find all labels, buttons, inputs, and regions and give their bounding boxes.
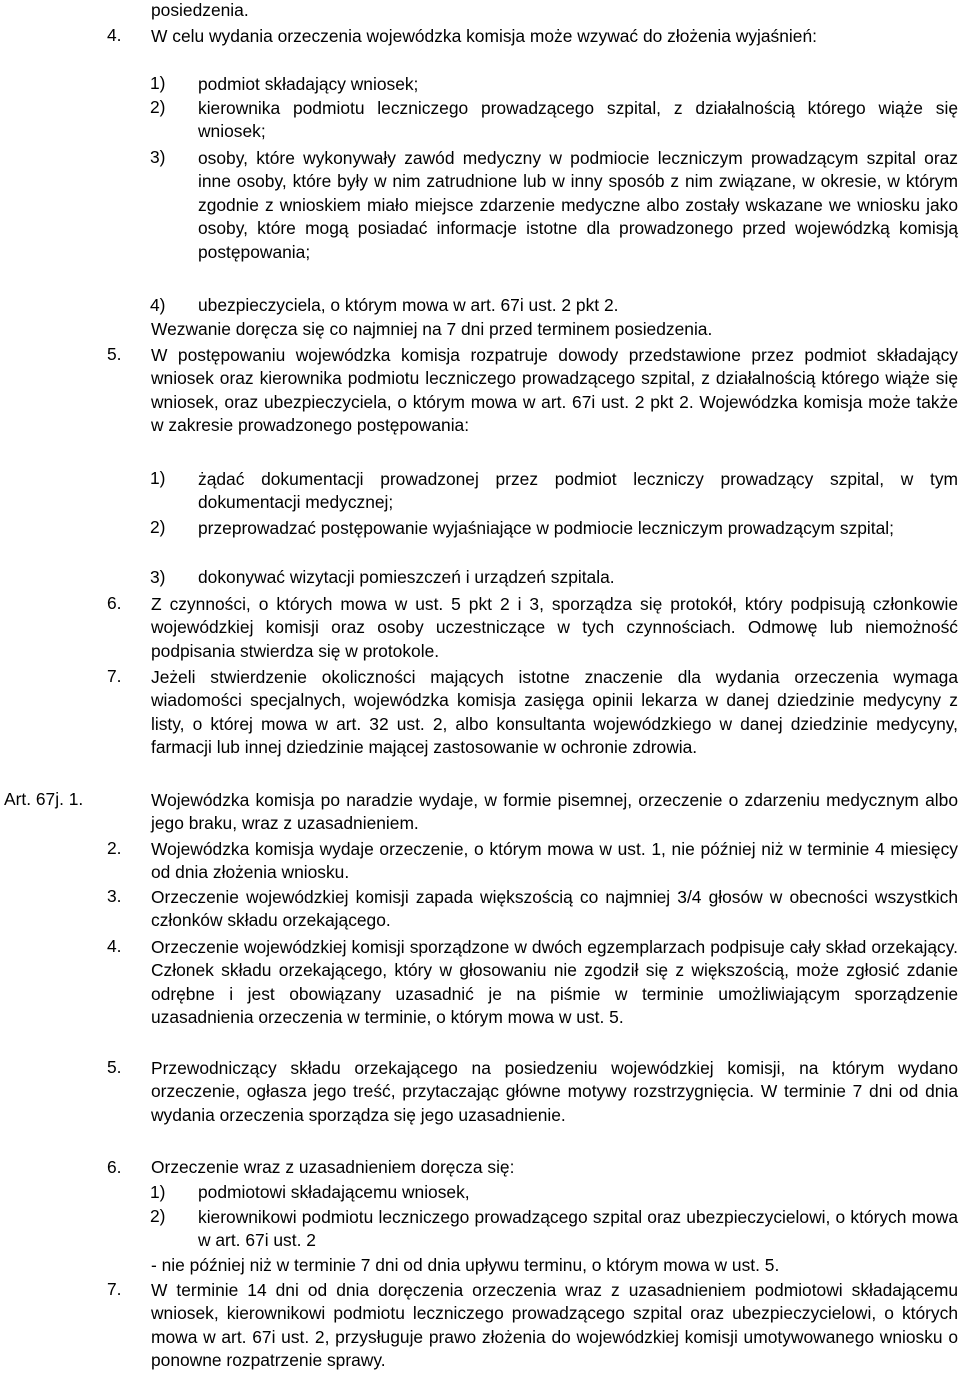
article-number-5: 5. — [107, 1057, 122, 1077]
article-2-text: Wojewódzka komisja wydaje orzeczenie, o którym mowa w ust. 1, nie później niż w terminie 4 miesięcy od dnia złożenia wniosku. — [151, 839, 958, 883]
article-number-3: 3. — [107, 886, 122, 906]
p5-item-3-number: 3) — [150, 567, 166, 587]
p5-item-1-number: 1) — [150, 468, 166, 488]
a6-item-1-number: 1) — [150, 1182, 166, 1202]
article-4-text: Orzeczenie wojewódzkiej komisji sporządzone w dwóch egzemplarzach podpisuje cały skład orzekający. Członek składu orzekającego, który w głosowaniu nie zgodził się z większością, może zgłosić zdanie odrębne i jest obowiązany uzasadnić je na piśmie w terminie umożliwiającym sporządzenie uzasadnienia orzeczenia w terminie, o którym mowa w ust. 5. — [151, 937, 958, 1028]
p4-item-1-text: podmiot składający wniosek; — [198, 74, 419, 94]
article-7-text: W terminie 14 dni od dnia doręczenia orzeczenia wraz z uzasadnieniem podmiotowi składającemu wniosek, kierownikowi podmiotu leczniczego prowadzącego szpital oraz ubezpieczycielowi, o których mowa w art. 67i ust. 2, przysługuje prawo złożenia do wojewódzkiej komisji umotywowanego wniosku o ponowne rozpatrzenie sprawy. — [151, 1280, 958, 1371]
paragraph-number-6: 6. — [107, 593, 122, 613]
p5-item-2-text: przeprowadzać postępowanie wyjaśniające w podmiocie leczniczym prowadzącym szpital; — [198, 518, 894, 538]
article-3-text: Orzeczenie wojewódzkiej komisji zapada większością co najmniej 3/4 głosów w obecności wszystkich członków składu orzekającego. — [151, 887, 958, 931]
paragraph-5-text: W postępowaniu wojewódzka komisja rozpatruje dowody przedstawione przez podmiot składający wniosek oraz kierownika podmiotu leczniczego prowadzącego szpital, z działalnością którego wiąże się wniosek, oraz ubezpieczyciela, o którym mowa w art. 67i ust. 2 pkt 2. Wojewódzka komisja może także w zakresie prowadzonego postępowania: — [151, 345, 958, 436]
paragraph-number-7: 7. — [107, 666, 122, 686]
article-number-6: 6. — [107, 1157, 122, 1177]
p4-item-2-text: kierownika podmiotu leczniczego prowadzącego szpital, z działalnością którego wiąże się wniosek; — [198, 98, 958, 142]
a6-item-1-text: podmiotowi składającemu wniosek, — [198, 1182, 470, 1202]
paragraph-6-text: Z czynności, o których mowa w ust. 5 pkt 2 i 3, sporządza się protokół, który podpisują członkowie wojewódzkiej komisji oraz osoby uczestniczące w tych czynnościach. Odmowę lub niemożność podpisania stwierdza się w protokole. — [151, 594, 958, 661]
paragraph-4-closing: Wezwanie doręcza się co najmniej na 7 dni przed terminem posiedzenia. — [151, 319, 713, 339]
paragraph-number-5: 5. — [107, 344, 122, 364]
article-5-text: Przewodniczący składu orzekającego na posiedzeniu wojewódzkiej komisji, na którym wydano orzeczenie, ogłasza jego treść, przytaczając główne motywy rozstrzygnięcia. W terminie 7 dni od dnia wydania orzeczenia sporządza się jego uzasadnienie. — [151, 1058, 958, 1125]
a6-item-2-text: kierownikowi podmiotu leczniczego prowadzącego szpital oraz ubezpieczycielowi, o których mowa w art. 67i ust. 2 — [198, 1207, 958, 1251]
carryover-text: posiedzenia. — [151, 0, 249, 20]
paragraph-7-text: Jeżeli stwierdzenie okoliczności mających istotne znaczenie dla wydania orzeczenia wymaga wiadomości specjalnych, wojewódzka komisja zasięga opinii lekarza w danej dziedzinie medycyny z listy, o której mowa w art. 32 ust. 2, albo konsultanta wojewódzkiego w danej dziedzinie medycyny, farmacji lub innej dziedzinie mającej zastosowanie w ochronie zdrowia. — [151, 667, 958, 758]
p5-item-2-number: 2) — [150, 517, 166, 537]
p4-item-2-number: 2) — [150, 97, 166, 117]
article-6-closing: - nie później niż w terminie 7 dni od dnia upływu terminu, o którym mowa w ust. 5. — [151, 1255, 780, 1275]
paragraph-number-4: 4. — [107, 25, 122, 45]
p5-item-3-text: dokonywać wizytacji pomieszczeń i urządzeń szpitala. — [198, 567, 615, 587]
article-number-2: 2. — [107, 838, 122, 858]
a6-item-2-number: 2) — [150, 1206, 166, 1226]
p5-item-1-text: żądać dokumentacji prowadzonej przez podmiot leczniczy prowadzący szpital, w tym dokumentacji medycznej; — [198, 469, 958, 513]
p4-item-1-number: 1) — [150, 73, 166, 93]
article-number-4: 4. — [107, 936, 122, 956]
paragraph-4-text: W celu wydania orzeczenia wojewódzka komisja może wzywać do złożenia wyjaśnień: — [151, 26, 817, 46]
p4-item-4-number: 4) — [150, 295, 166, 315]
article-heading: Art. 67j. 1. — [4, 789, 84, 809]
p4-item-3-text: osoby, które wykonywały zawód medyczny w podmiocie leczniczym prowadzącym szpital oraz inne osoby, które były w nim zatrudnione lub w inny sposób z nim związane, w okresie, w którym zgodnie z wnioskiem miało miejsce zdarzenie medyczne albo zostały wskazane we wniosku jako osoby, które mogą posiadać informacje istotne dla prowadzonego przed wojewódzką komisją postępowania; — [198, 148, 958, 262]
article-1-text: Wojewódzka komisja po naradzie wydaje, w formie pisemnej, orzeczenie o zdarzeniu medycznym albo jego braku, wraz z uzasadnieniem. — [151, 790, 958, 834]
article-6-text: Orzeczenie wraz z uzasadnieniem doręcza się: — [151, 1157, 515, 1177]
article-number-7: 7. — [107, 1279, 122, 1299]
p4-item-4-text: ubezpieczyciela, o którym mowa w art. 67i ust. 2 pkt 2. — [198, 295, 619, 315]
p4-item-3-number: 3) — [150, 147, 166, 167]
